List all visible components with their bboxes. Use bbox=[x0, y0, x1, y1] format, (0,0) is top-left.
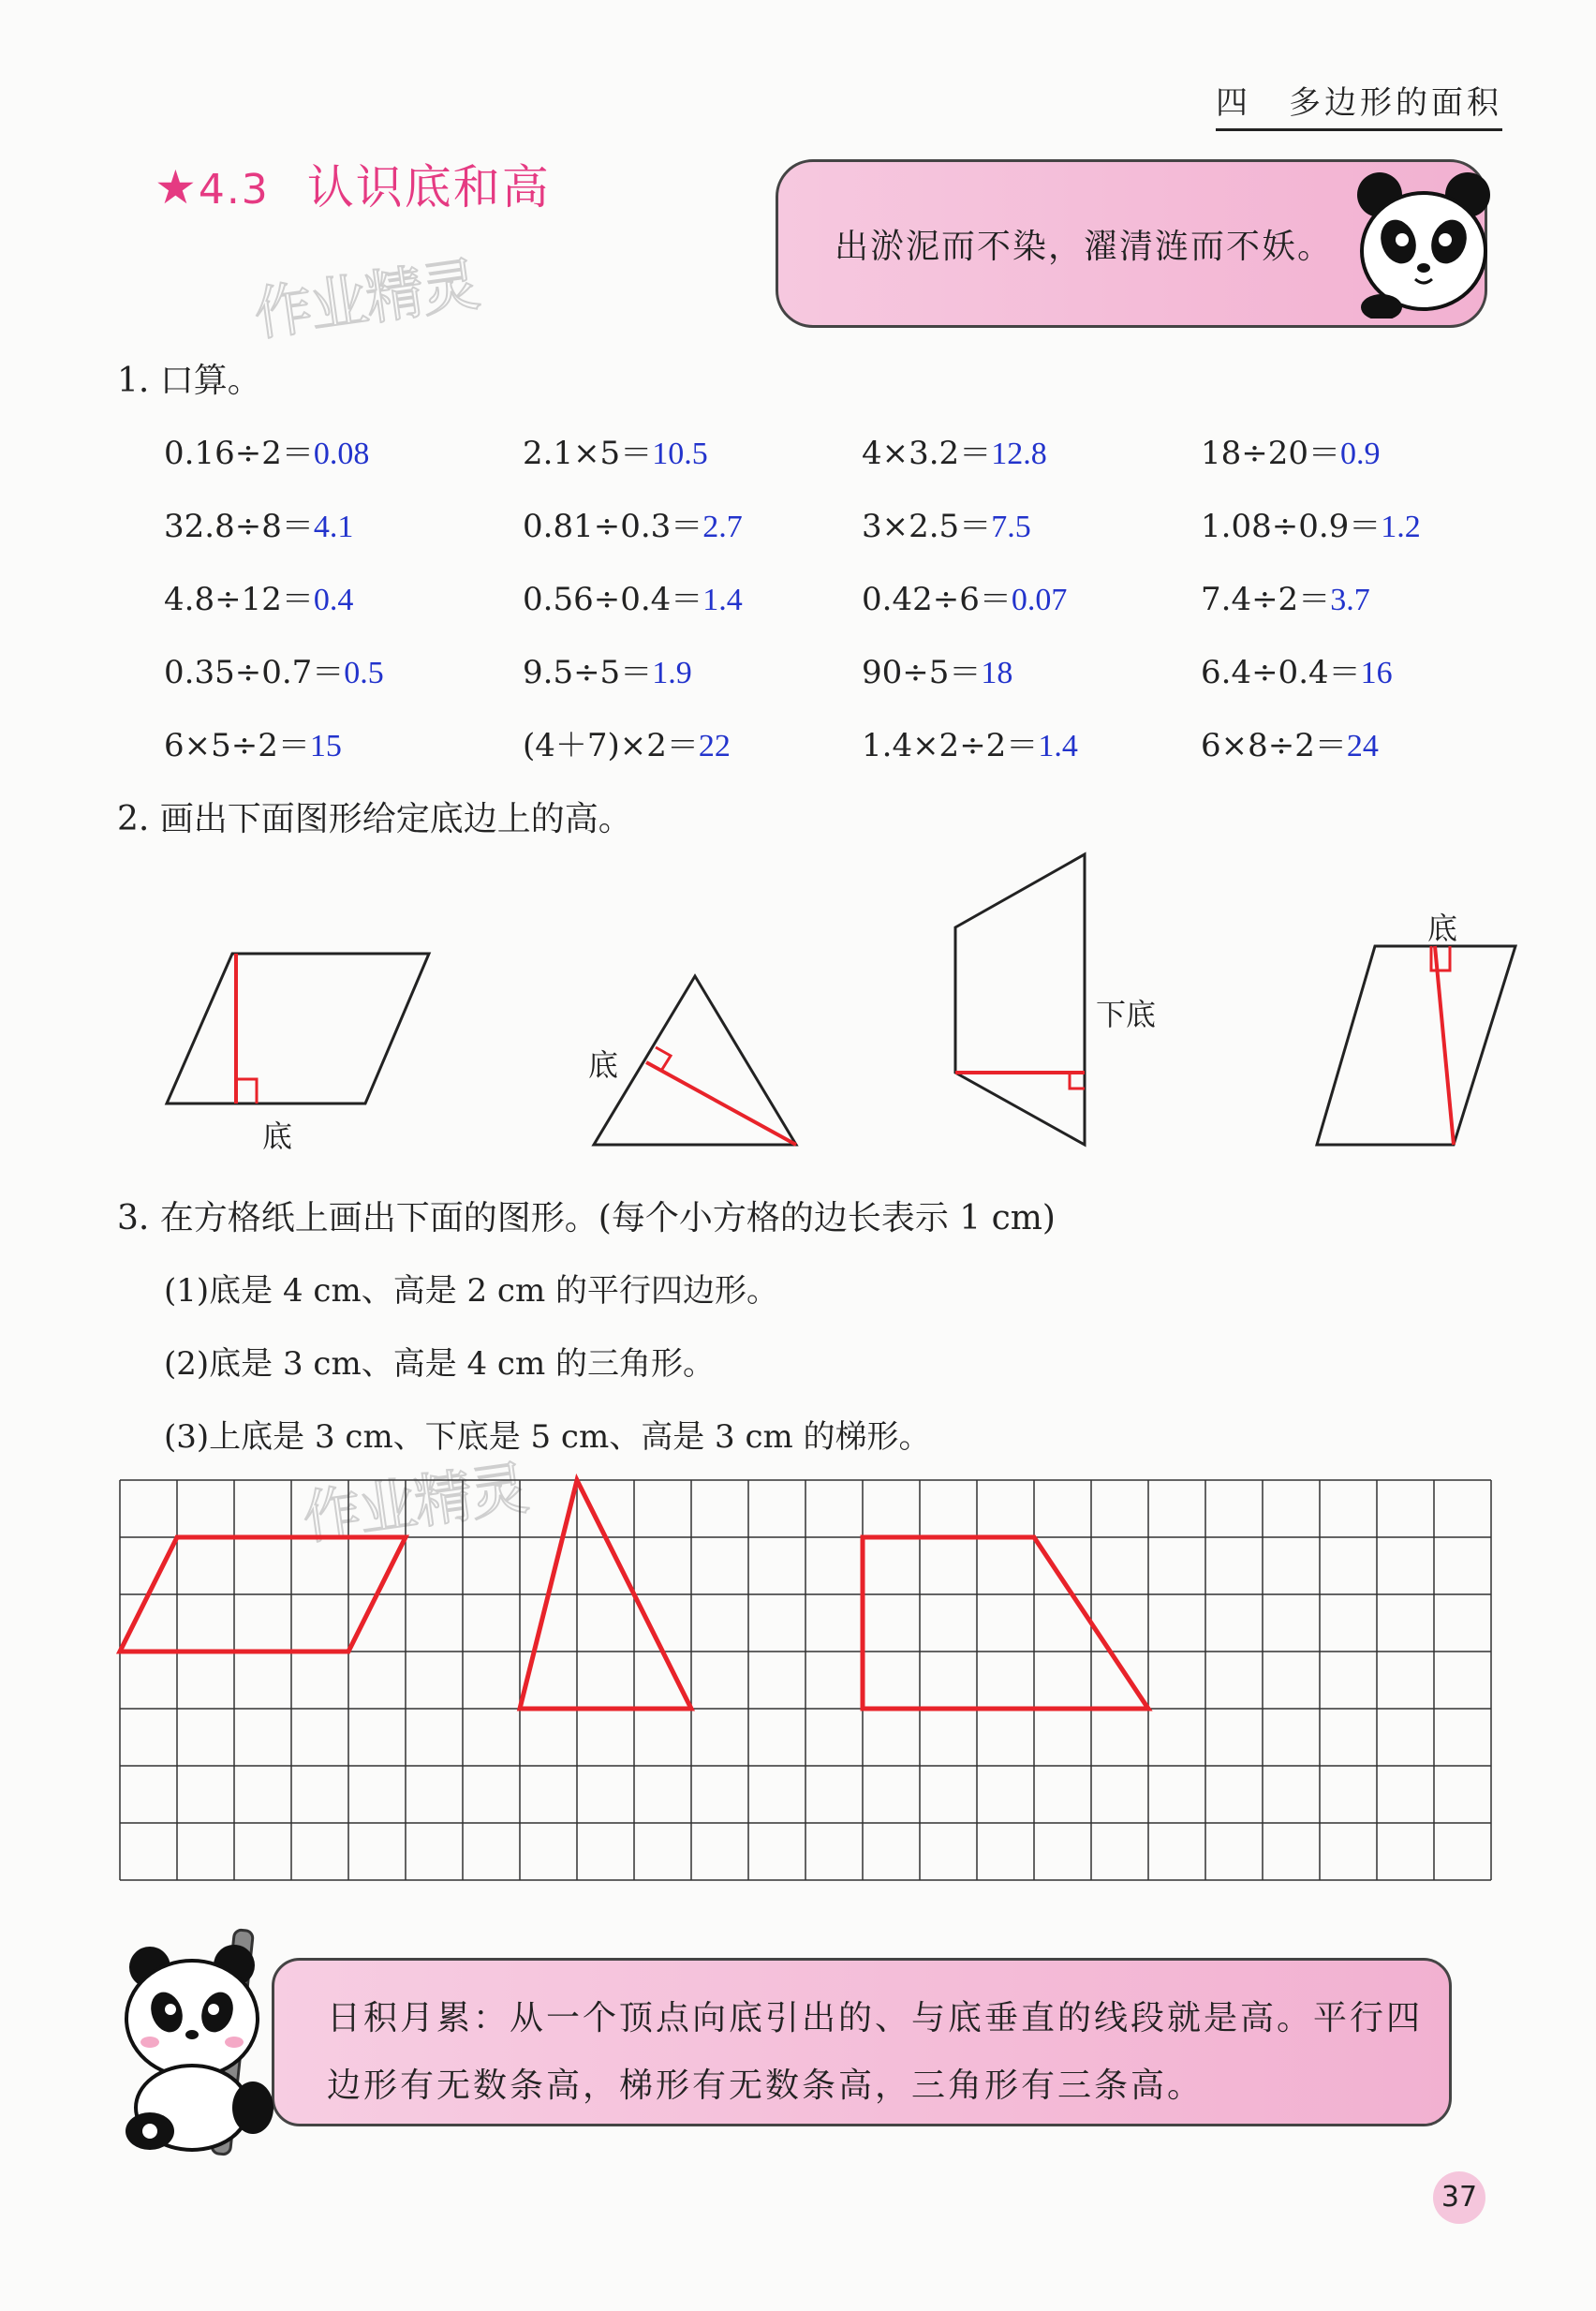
calc-item: 6×5÷2＝15 bbox=[164, 727, 342, 764]
panda-with-pen-icon bbox=[112, 1920, 300, 2164]
drawn-trapezoid bbox=[863, 1537, 1148, 1709]
calc-answer: 0.5 bbox=[344, 656, 384, 690]
tip-box bbox=[272, 1958, 1452, 2126]
fig4-base-label: 底 bbox=[1427, 911, 1458, 946]
calc-answer: 1.4 bbox=[1038, 729, 1078, 763]
calc-item: 0.56÷0.4＝1.4 bbox=[523, 581, 743, 618]
calc-answer: 10.5 bbox=[652, 437, 708, 471]
calc-item: 9.5÷5＝1.9 bbox=[523, 654, 692, 691]
lesson-number: 4.3 bbox=[198, 166, 270, 214]
fig3-base-label: 下底 bbox=[1096, 997, 1157, 1032]
calc-item: 3×2.5＝7.5 bbox=[862, 508, 1031, 545]
calc-item: 0.35÷0.7＝0.5 bbox=[164, 654, 384, 691]
calc-item: 6×8÷2＝24 bbox=[1201, 727, 1379, 764]
calc-answer: 15 bbox=[309, 729, 342, 763]
chapter-title: 多边形的面积 bbox=[1289, 84, 1502, 122]
calc-item: 2.1×5＝10.5 bbox=[523, 435, 708, 472]
calc-item: (4＋7)×2＝22 bbox=[523, 727, 731, 764]
calc-answer: 0.08 bbox=[313, 437, 370, 471]
calc-answer: 3.7 bbox=[1330, 583, 1370, 617]
q1-heading: 1. 口算。 bbox=[117, 362, 261, 400]
q2-heading: 2. 画出下面图形给定底边上的高。 bbox=[117, 800, 632, 838]
calc-item: 1.08÷0.9＝1.2 bbox=[1201, 508, 1421, 545]
calc-answer: 22 bbox=[698, 729, 731, 763]
calc-answer: 1.4 bbox=[702, 583, 743, 617]
calc-answer: 12.8 bbox=[991, 437, 1047, 471]
chapter-number: 四 bbox=[1216, 84, 1251, 122]
calc-item: 4.8÷12＝0.4 bbox=[164, 581, 354, 618]
watermark: 作业精灵 bbox=[249, 249, 482, 349]
calc-answer: 0.9 bbox=[1340, 437, 1381, 471]
calc-answer: 18 bbox=[981, 656, 1013, 690]
motto-text: 出淤泥而不染，濯清涟而不妖。 bbox=[835, 228, 1334, 266]
calc-answer: 4.1 bbox=[313, 510, 354, 544]
calc-item: 0.42÷6＝0.07 bbox=[862, 581, 1068, 618]
q3-item-3: (3)上底是 3 cm、下底是 5 cm、高是 3 cm 的梯形。 bbox=[164, 1418, 931, 1456]
calc-answer: 0.4 bbox=[313, 583, 354, 617]
fig1-base-label: 底 bbox=[262, 1118, 293, 1154]
calc-item: 0.16÷2＝0.08 bbox=[164, 435, 370, 472]
calc-answer: 7.5 bbox=[991, 510, 1031, 544]
calc-answer: 16 bbox=[1360, 656, 1393, 690]
q3-item-1: (1)底是 4 cm、高是 2 cm 的平行四边形。 bbox=[164, 1272, 779, 1310]
calc-answer: 1.2 bbox=[1381, 510, 1421, 544]
calc-answer: 2.7 bbox=[702, 510, 743, 544]
calc-item: 90÷5＝18 bbox=[862, 654, 1013, 691]
tip-text: 日积月累：从一个顶点向底引出的、与底垂直的线段就是高。平行四边形有无数条高，梯形有无数条高，三角形有三条高。 bbox=[327, 1999, 1424, 2105]
q3-item-2: (2)底是 3 cm、高是 4 cm 的三角形。 bbox=[164, 1345, 716, 1383]
calc-answer: 0.07 bbox=[1011, 583, 1068, 617]
calc-item: 32.8÷8＝4.1 bbox=[164, 508, 354, 545]
calc-item: 6.4÷0.4＝16 bbox=[1201, 654, 1393, 691]
calc-item: 4×3.2＝12.8 bbox=[862, 435, 1047, 472]
calc-item: 1.4×2÷2＝1.4 bbox=[862, 727, 1078, 764]
star-icon: ★ bbox=[155, 160, 199, 215]
calc-answer: 24 bbox=[1346, 729, 1379, 763]
calc-item: 0.81÷0.3＝2.7 bbox=[523, 508, 743, 545]
calc-item: 7.4÷2＝3.7 bbox=[1201, 581, 1370, 618]
fig2-base-label: 底 bbox=[588, 1047, 619, 1083]
q3-heading: 3. 在方格纸上画出下面的图形。(每个小方格的边长表示 1 cm) bbox=[117, 1199, 1056, 1237]
lesson-title-text: 认识底和高 bbox=[306, 160, 551, 215]
calc-item: 18÷20＝0.9 bbox=[1201, 435, 1381, 472]
page-number: 37 bbox=[1433, 2171, 1485, 2224]
calc-answer: 1.9 bbox=[652, 656, 692, 690]
watermark: 作业精灵 bbox=[298, 1453, 531, 1553]
